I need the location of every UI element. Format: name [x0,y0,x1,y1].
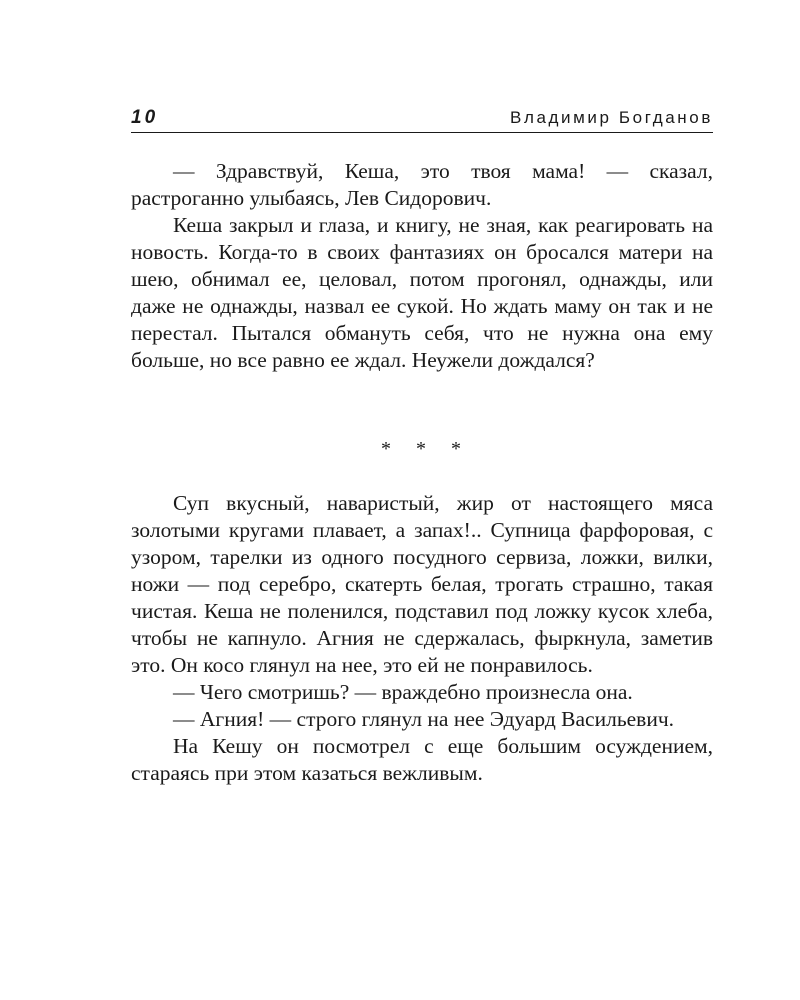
text-block-after-break [131,490,713,787]
scene-break: * * * [381,438,471,460]
paragraph: — Здравствуй, Кеша, это твоя мама! — сказал, растроганно улыбаясь, Лев Сидорович. [131,159,713,210]
paragraph: На Кешу он посмотрел с еще большим осуждением, стараясь при этом казаться вежливым. [131,734,713,785]
book-page [131,100,713,785]
paragraph: — Чего смотришь? — враждебно произнесла она. [173,680,633,704]
page-number: 10 [131,107,159,128]
paragraph: Суп вкусный, наваристый, жир от настоящего мяса золотыми кругами плавает, а запах!.. Супница фарфоровая, с узором, тарелки из одного посудного сервиза, ложки, вилки, ножи — под серебро, скатерть белая, трогать страшно, такая чистая. Кеша не поленился, подставил под ложку кусок хлеба, чтобы не капнуло. Агния не сдержалась, фыркнула, заметив это. Он косо глянул на нее, это ей не понравилось. [131,491,713,677]
text-block-before-break [131,158,713,374]
paragraph: Кеша закрыл и глаза, и книгу, не зная, как реагировать на новость. Когда-то в своих фантазиях он бросался матери на шею, обнимал ее, целовал, потом прогонял, однажды, или даже не однажды, назвал ее сукой. Но ждать маму он так и не перестал. Пытался обмануть себя, что не нужна она ему больше, но все равно ее ждал. Неужели дождался? [131,213,713,372]
paragraph: — Агния! — строго глянул на нее Эдуард Васильевич. [173,707,675,731]
running-header [131,100,713,133]
author-name: Владимир Богданов [510,108,713,127]
